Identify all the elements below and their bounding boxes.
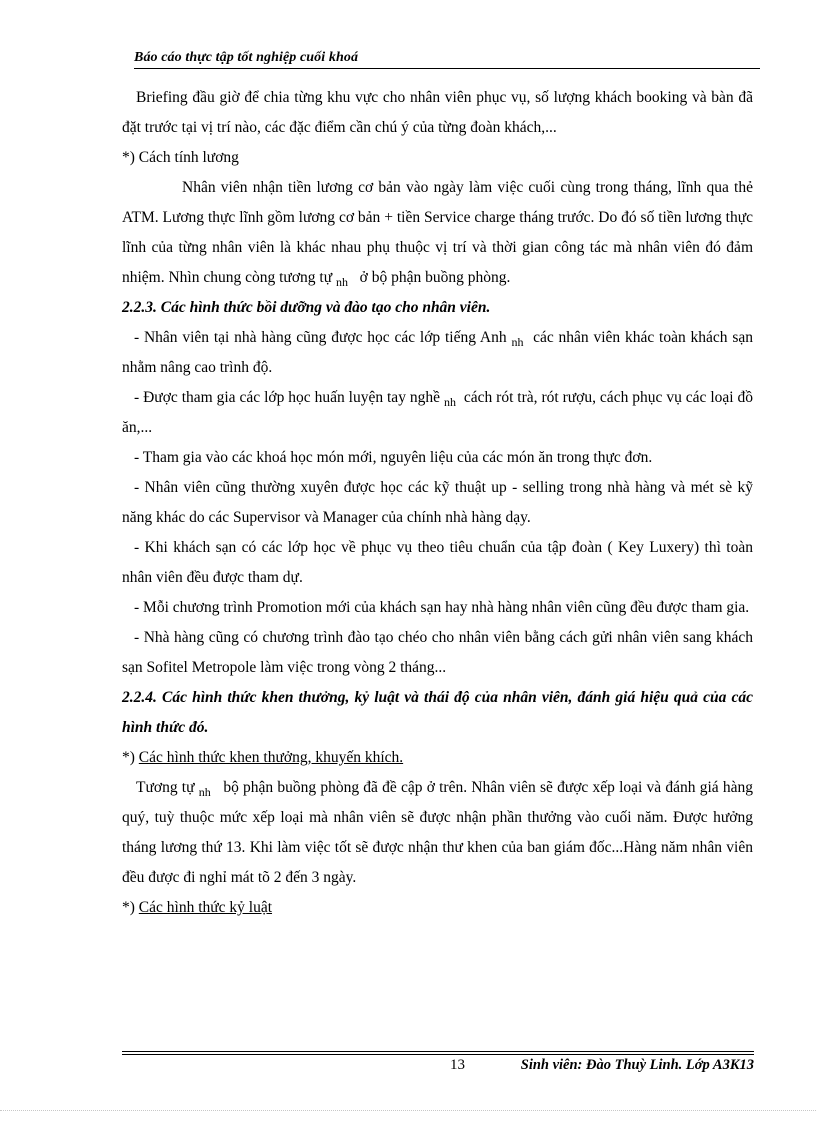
paragraph-briefing: Briefing đầu giờ để chia từng khu vực cho nhân viên phục vụ, số lượng khách booking và bàn đã đặt trước tại vị trí nào, các đặc điểm cần chú ý của từng đoàn khách,... [122, 89, 753, 136]
footer-rule-top [122, 1051, 754, 1052]
document-body [122, 83, 753, 923]
bullet-skills-end: cách rót trà, rót rượu, cách phục vụ các loại đồ ăn,... [122, 389, 754, 436]
bullet-skills [122, 383, 753, 443]
section-discipline-title: Các hình thức kỷ luật [138, 899, 273, 916]
paragraph-rewards-text: Tương tự [136, 779, 195, 796]
section-discipline-prefix: *) [122, 899, 135, 916]
section-rewards-label [122, 743, 753, 773]
heading-training: 2.2.3. Các hình thức bồi dưỡng và đào tạo cho nhân viên. [122, 299, 491, 316]
footer-rule-bottom [122, 1054, 754, 1055]
bullet-english [122, 323, 753, 383]
subscript-nh: nh [336, 275, 348, 289]
page-number: 13 [450, 1057, 465, 1073]
page-edge-dotted-line [0, 1110, 816, 1111]
section-discipline-label [122, 893, 753, 923]
heading-rewards-discipline: 2.2.4. Các hình thức khen thưởng, kỷ luật và thái độ của nhân viên, đánh giá hiệu quả của các hình thức đó. [122, 689, 753, 736]
section-rewards-prefix: *) [122, 749, 135, 766]
bullet-cross-training: - Nhà hàng cũng có chương trình đào tạo chéo cho nhân viên bằng cách gửi nhân viên sang khách sạn Sofitel Metropole làm việc trong vòng 2 tháng... [122, 629, 753, 676]
section-salary-label: *) Cách tính lương [122, 149, 239, 166]
subscript-nh: nh [511, 335, 524, 349]
paragraph-rewards-end: bộ phận buồng phòng đã đề cập ở trên. Nhân viên sẽ được xếp loại và đánh giá hàng quý, tuỳ thuộc mức xếp loại mà nhân viên sẽ được nhận phần thưởng vào cuối năm. Được hưởng tháng lương thứ 13. Khi làm việc tốt sẽ được nhận thư khen của ban giám đốc...Hàng năm nhân viên đều được đi nghỉ mát tõ 2 đến 3 ngày. [122, 779, 754, 886]
paragraph-salary-end: ở bộ phận buồng phòng. [359, 269, 511, 286]
section-rewards-title: Các hình thức khen thưởng, khuyến khích. [138, 749, 404, 766]
page-header-title: Báo cáo thực tập tốt nghiệp cuối khoá [134, 50, 359, 65]
bullet-skills-text: - Được tham gia các lớp học huấn luyện tay nghề [134, 389, 441, 406]
subscript-nh: nh [443, 395, 456, 409]
bullet-english-text: - Nhân viên tại nhà hàng cũng được học các lớp tiếng Anh [134, 329, 507, 346]
bullet-courses: - Tham gia vào các khoá học món mới, nguyên liệu của các món ăn trong thực đơn. [134, 449, 653, 466]
header-rule [134, 68, 760, 69]
paragraph-salary-text: Nhân viên nhận tiền lương cơ bản vào ngày làm việc cuối cùng trong tháng, lĩnh qua thẻ ATM. Lương thực lĩnh gồm lương cơ bản + tiền Service charge tháng trước. Do đó số tiền lương thực lĩnh của từng nhân viên là khác nhau phụ thuộc vị trí và thời gian công tác mà nhân viên đó đảm nhiệm. Nhìn chung còng tương tự [122, 179, 753, 286]
bullet-group-standard: - Khi khách sạn có các lớp học về phục vụ theo tiêu chuẩn của tập đoàn ( Key Luxery) thì toàn nhân viên đều được tham dự. [122, 539, 753, 586]
page-footer [122, 1057, 754, 1079]
bullet-english-end: các nhân viên khác toàn khách sạn nhằm nâng cao trình độ. [122, 329, 753, 376]
subscript-nh: nh [198, 785, 211, 799]
paragraph-rewards [122, 773, 753, 893]
bullet-promotion: - Mỗi chương trình Promotion mới của khách sạn hay nhà hàng nhân viên cũng đều được tham gia. [134, 599, 750, 616]
bullet-upselling: - Nhân viên cũng thường xuyên được học các kỹ thuật up - selling trong nhà hàng và mét sè kỹ năng khác do các Supervisor và Manager của chính nhà hàng dạy. [122, 479, 753, 526]
footer-author: Sinh viên: Đào Thuỳ Linh. Lớp A3K13 [520, 1057, 754, 1073]
paragraph-salary [122, 173, 753, 293]
